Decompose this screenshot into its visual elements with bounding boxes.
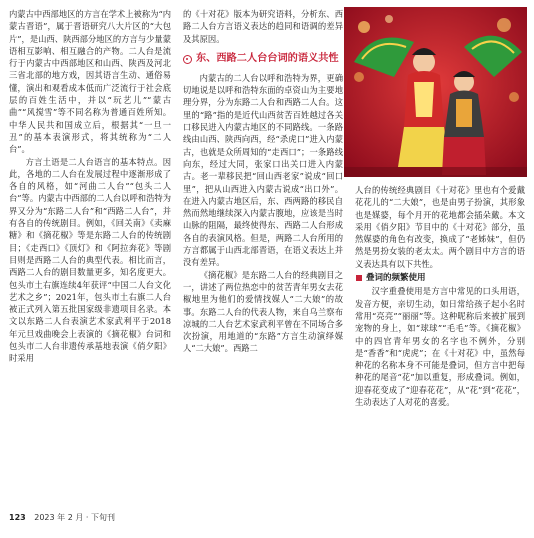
section-heading bbox=[183, 52, 343, 66]
paragraph: 内蒙古的二人台以呼和浩特为界，更确切地说是以呼和浩特东面的卓资山为主要地理分界，分为东路二人台和西路二人台。这里的“路”指的是近代山西贫苦百姓越过各关口移民进入内蒙古地区的不同路线。一条路线由山西、陕西向西，经“杀虎口”进入内蒙古，也就是众所周知的“走西口”；一条路线向东，经过大同，张家口出关口进入内蒙古。老一辈移民把“回山西老家”说成“回口里”，把从山西进入内蒙古说成“出口外”。在进入内蒙古地区后，东、西两路的移民自然而然地继续深入内蒙古腹地，应该是当时山脉的阻隔，最终使得东、西路二人台形成各自的表演风格。但是，两路二人台所用的方言都属于山西北部晋语，在语义表达上并没有差异。 bbox=[183, 72, 343, 268]
subheading bbox=[355, 272, 525, 284]
paragraph: 人台的传统经典剧目《十对花》里也有个爱戴花花儿的“二大娘”，也是由男子扮演，其形象也是媒婆，每个月开的花地都会插朵戴。本文采用《俏夕阳》节目中的《十对花》部分，虽然媒婆的角色有改变，换成了“老姊妹”，但仍然是男扮女装的老太太。两个剧目中方言的语义表达具有以下共性。 bbox=[355, 185, 525, 269]
section-heading-text: 东、西路二人台台词的语义共性 bbox=[196, 52, 339, 64]
paragraph: 汉字重叠使用是方言中常见的口头用语，发音方便，亲切生动，如日常给孩子起小名时常用“亮亮”“丽丽”等。这种昵称后来被扩展到宠物的身上，如“球球”“毛毛”等。《摘花椒》中的四官青年男女的名字也不例外，分别是“香香”和“虎虎”；在《十对花》中，虽然每种花的名称本身不可能是叠词，但方言中把每种花的尾音“花”加以重复，形成叠词。例如，迎春花变成了“迎春花花”，从“花”到“花花”，生动表达了人对花的喜爱。 bbox=[355, 286, 525, 408]
paragraph: 的《十对花》版本为研究语料，分析东、西路二人台方言语义表达的趋同和语调的差异及其原因。 bbox=[183, 9, 343, 44]
issue-label: 2023 年 2 月 · 下旬刊 bbox=[34, 513, 115, 522]
page-number: 123 bbox=[9, 513, 26, 522]
two-performers-photo-icon bbox=[344, 7, 527, 177]
page-footer bbox=[9, 512, 115, 523]
paragraph: 方言土语是二人台语言的基本特点。因此，各地的二人台在发展过程中逐渐形成了各自的风格，如“河曲二人台”“包头二人台”等。内蒙古中西部的二人台以呼和浩特为界又分为“东路二人台”和“西路二人台”，并有各自的传统剧目。例如，《回关南》《卖麻糖》和《摘花椒》等是东路二人台的传统剧目；《走西口》《顶灯》和《阿拉奔花》等剧目则是西路二人台的典型代表。相比而言，西路二人台的剧目数量更多，知名度更大。包头市土右旗连续4年获评“中国二人台文化艺术之乡”；2021年，包头市土右旗二人台被正式列入第五批国家级非遗项目名录。本文以东路二人台表演艺术家武利平于2018年元旦戏曲晚会上表演的《摘花椒》台词和包头市二人台非遗传承基地表演《俏夕阳》时采用 bbox=[9, 156, 171, 364]
subheading-text: 叠词的频繁使用 bbox=[366, 273, 426, 284]
paragraph: 内蒙古中西部地区的方言在学术上被称为“内蒙古晋语”，属于晋语研究八大片区的“大包片”，是山西、陕西部分地区的方言与少量蒙语相互影响、相互融合的产物。二人台是流行于内蒙古中西部地区和山西、陕西及河北三省北部的地方戏，因其语言生动、通俗易懂，演出和观看成本低而广泛流行于社会底层的百姓生活中，并以“玩艺儿”“蒙古曲”“风搅雪”等不同名称为普通百姓所知。中华人民共和国成立后，根据其“一旦一丑”的基本表演形式，将其统称为“二人台”。 bbox=[9, 9, 171, 155]
square-bullet-icon bbox=[356, 275, 362, 281]
column-right bbox=[355, 184, 525, 408]
column-middle bbox=[183, 8, 343, 355]
paragraph: 《摘花椒》是东路二人台的经典剧目之一，讲述了两位热恋中的贫苦青年男女去花椒地里为他们的爱情找媒人“二大娘”的故事。东路二人台的代表人物，来自乌兰察布凉城的二人台艺术家武利平曾在不同场合多次扮演，用地道的“东路”方言生动演绎媒人“二大娘”。西路二 bbox=[183, 269, 343, 354]
performance-photo bbox=[344, 7, 527, 177]
column-left bbox=[9, 8, 171, 365]
bullet-circle-icon bbox=[183, 55, 192, 64]
